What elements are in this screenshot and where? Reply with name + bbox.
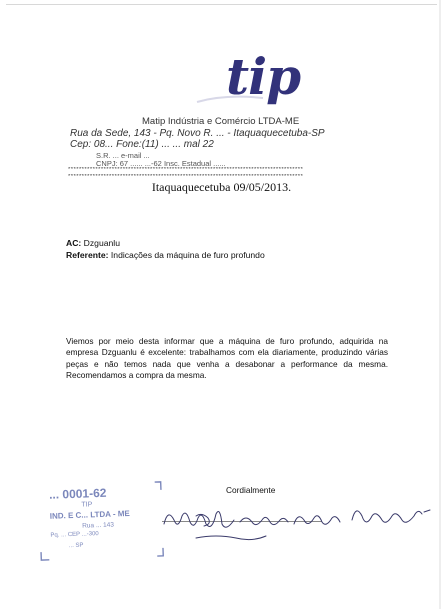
closing: Cordialmente (226, 485, 276, 495)
ac-value: Dzguanlu (83, 238, 120, 248)
company-logo: tip (226, 47, 301, 106)
cnpj-line: CNPJ: 67 ...... ...-62 Insc. Estadual ...... (96, 159, 226, 168)
referente-line (66, 250, 265, 260)
stamp-line-4: Pq. ... CEP ...-300 (50, 531, 99, 539)
stamp-line-1: TIP (81, 501, 93, 509)
ac-label: AC: (66, 238, 82, 248)
address-line-3: S.R. ... e-mail ... (96, 151, 150, 160)
company-stamp (37, 480, 166, 562)
address-line-1: Rua da Sede, 143 - Pq. Novo R. ... - Itaquaquecetuba-SP (70, 128, 325, 139)
place-date: Itaquaquecetuba 09/05/2013. (151, 180, 292, 194)
logo-swoosh (195, 92, 265, 106)
stamp-line-2: IND. E C... LTDA - ME (49, 508, 130, 521)
stamp-line-3: Rua ... 143 (82, 521, 115, 530)
handwritten-signature (156, 494, 434, 554)
separator-2: ************************************************************************************** (68, 174, 304, 180)
letter-body: Viemos por meio desta informar que a máquina de furo profundo, adquirida na empresa Dzguanlu é excelente: trabalhamos com ela diariamente, produzindo várias peças e não temos nada que venha a desabonar a performance da mesma. Recomendamos a compra da mesma. (66, 336, 388, 380)
company-name: Matip Indústria e Comércio LTDA-ME (142, 116, 300, 127)
stamp-line-5: ... SP (68, 542, 84, 550)
address-line-2: Cep: 08... Fone:(11) ... ... mal 22 (70, 139, 214, 150)
ac-line (66, 238, 120, 248)
stamp-bracket (37, 480, 166, 562)
referente-label: Referente: (66, 250, 109, 260)
stamp-cnpj: ... 0001-62 (48, 485, 107, 502)
top-rule (6, 4, 437, 5)
scan-edge (439, 0, 441, 609)
referente-value: Indicações da máquina de furo profundo (110, 250, 265, 260)
separator-1: ************************************************************************************** (68, 167, 304, 173)
